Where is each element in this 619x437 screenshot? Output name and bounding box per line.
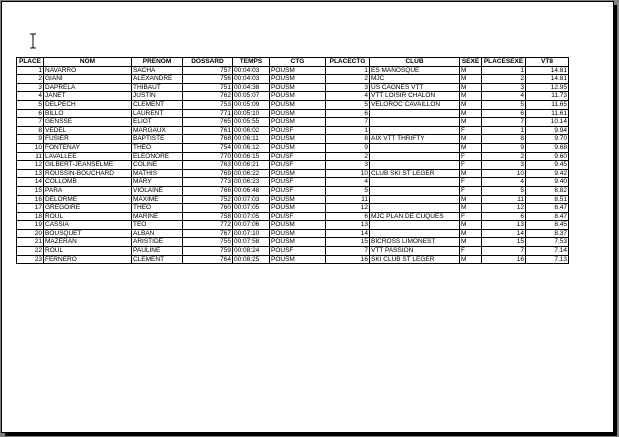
cell-club: [370, 126, 460, 135]
table-row: [17, 126, 569, 135]
cell-nom: DAPRELA: [44, 83, 132, 92]
cell-placesexe: 1: [482, 126, 526, 135]
cell-placectg: 8: [326, 135, 370, 144]
cell-dossard: 756: [183, 75, 233, 84]
cell-nom: GILBERT-JEANSELME: [44, 161, 132, 170]
cell-placesexe: 4: [482, 178, 526, 187]
cell-prenom: ELIOT: [132, 118, 183, 127]
cell-sexe: M: [460, 66, 482, 75]
cell-sexe: M: [460, 109, 482, 118]
header-temps: TEMPS: [233, 58, 270, 67]
cell-club: VTT PASSION: [370, 247, 460, 256]
cell-placectg: 5: [326, 186, 370, 195]
cell-dossard: 769: [183, 169, 233, 178]
cell-prenom: MAXIME: [132, 195, 183, 204]
cell-prenom: ALEXANDRE: [132, 75, 183, 84]
cell-dossard: 766: [183, 186, 233, 195]
cell-club: VTT LOISIR CHALON: [370, 92, 460, 101]
cell-vt8: 9.42: [526, 169, 569, 178]
cell-vt8: 7.14: [526, 247, 569, 256]
cell-ctg: POUSM: [270, 204, 326, 213]
cell-club: CLUB SKI ST LEGER: [370, 169, 460, 178]
cell-club: [370, 229, 460, 238]
cell-ctg: POUSM: [270, 100, 326, 109]
cell-placesexe: 2: [482, 75, 526, 84]
cell-ctg: POUSM: [270, 66, 326, 75]
cell-placectg: 1: [326, 66, 370, 75]
table-row: [17, 247, 569, 256]
cell-nom: FERNERO: [44, 255, 132, 264]
cell-ctg: POUSF: [270, 152, 326, 161]
cell-nom: JANET: [44, 92, 132, 101]
cell-dossard: 758: [183, 212, 233, 221]
cell-sexe: M: [460, 118, 482, 127]
cell-nom: ROUL: [44, 212, 132, 221]
cell-placesexe: 7: [482, 118, 526, 127]
results-table: [16, 57, 569, 264]
cell-temps: 00:05:09: [233, 100, 270, 109]
cell-ctg: POUSM: [270, 255, 326, 264]
cell-temps: 00:05:10: [233, 109, 270, 118]
cell-club: [370, 204, 460, 213]
header-vt8: VT8: [526, 58, 569, 67]
cell-temps: 00:07:10: [233, 229, 270, 238]
cell-vt8: 9.68: [526, 143, 569, 152]
cell-sexe: F: [460, 212, 482, 221]
cell-placesexe: 6: [482, 109, 526, 118]
cell-vt8: 14.81: [526, 66, 569, 75]
cell-place: 11: [17, 152, 44, 161]
cell-placesexe: 4: [482, 92, 526, 101]
cell-prenom: ELEONORE: [132, 152, 183, 161]
header-prenom: PRENOM: [132, 58, 183, 67]
cell-sexe: F: [460, 178, 482, 187]
cell-place: 10: [17, 143, 44, 152]
cell-ctg: POUSM: [270, 109, 326, 118]
cell-place: 13: [17, 169, 44, 178]
cell-vt8: 8.45: [526, 221, 569, 230]
cell-placesexe: 1: [482, 66, 526, 75]
cell-placesexe: 13: [482, 221, 526, 230]
cell-temps: 00:06:02: [233, 126, 270, 135]
table-row: [17, 100, 569, 109]
cell-place: 17: [17, 204, 44, 213]
cell-nom: COLLOMB: [44, 178, 132, 187]
cell-ctg: POUSF: [270, 126, 326, 135]
cell-placesexe: 12: [482, 204, 526, 213]
cell-placectg: 5: [326, 100, 370, 109]
cell-placectg: 16: [326, 255, 370, 264]
cell-sexe: M: [460, 221, 482, 230]
cell-temps: 00:07:58: [233, 238, 270, 247]
cell-vt8: 9.40: [526, 178, 569, 187]
cell-prenom: BAPTISTE: [132, 135, 183, 144]
cell-nom: GIANI: [44, 75, 132, 84]
cell-vt8: 11.61: [526, 109, 569, 118]
cell-place: 4: [17, 92, 44, 101]
cell-placectg: 11: [326, 195, 370, 204]
cell-vt8: 8.82: [526, 186, 569, 195]
cell-placesexe: 15: [482, 238, 526, 247]
cell-placesexe: 3: [482, 83, 526, 92]
cell-placectg: 13: [326, 221, 370, 230]
cell-place: 14: [17, 178, 44, 187]
cell-place: 20: [17, 229, 44, 238]
cell-club: [370, 195, 460, 204]
cell-ctg: POUSF: [270, 247, 326, 256]
cell-place: 15: [17, 186, 44, 195]
cell-ctg: POUSM: [270, 92, 326, 101]
cell-ctg: POUSF: [270, 186, 326, 195]
table-row: [17, 221, 569, 230]
header-ctg: CTG: [270, 58, 326, 67]
cell-placesexe: 3: [482, 161, 526, 170]
table-header-row: [17, 58, 569, 67]
cell-temps: 00:06:22: [233, 169, 270, 178]
cell-placesexe: 8: [482, 135, 526, 144]
cell-club: [370, 221, 460, 230]
cell-sexe: M: [460, 135, 482, 144]
cell-sexe: F: [460, 161, 482, 170]
cell-placesexe: 10: [482, 169, 526, 178]
cell-dossard: 761: [183, 126, 233, 135]
cell-dossard: 768: [183, 135, 233, 144]
cell-prenom: THIBAUT: [132, 83, 183, 92]
cell-temps: 00:08:25: [233, 255, 270, 264]
cell-temps: 00:04:03: [233, 66, 270, 75]
cell-dossard: 770: [183, 152, 233, 161]
cell-place: 12: [17, 161, 44, 170]
cell-prenom: LAURENT: [132, 109, 183, 118]
table-row: [17, 238, 569, 247]
cell-ctg: POUSM: [270, 229, 326, 238]
cell-ctg: POUSM: [270, 195, 326, 204]
cell-temps: 00:06:15: [233, 152, 270, 161]
table-body: [17, 66, 569, 264]
cell-dossard: 754: [183, 143, 233, 152]
cell-placectg: 15: [326, 238, 370, 247]
cell-dossard: 759: [183, 247, 233, 256]
cell-temps: 00:05:55: [233, 118, 270, 127]
table-row: [17, 109, 569, 118]
cell-sexe: M: [460, 229, 482, 238]
cell-dossard: 773: [183, 178, 233, 187]
cell-sexe: M: [460, 83, 482, 92]
cell-club: [370, 186, 460, 195]
cell-placectg: 1: [326, 126, 370, 135]
header-sexe: SEXE: [460, 58, 482, 67]
cell-vt8: 14.81: [526, 75, 569, 84]
cell-placesexe: 5: [482, 186, 526, 195]
cell-ctg: POUSM: [270, 238, 326, 247]
cell-placectg: 12: [326, 204, 370, 213]
document-page: [1, 1, 614, 433]
cell-temps: 00:06:48: [233, 186, 270, 195]
cell-dossard: 765: [183, 118, 233, 127]
cell-nom: BOUSQUET: [44, 229, 132, 238]
cell-prenom: MARGAUX: [132, 126, 183, 135]
cell-sexe: M: [460, 75, 482, 84]
cell-temps: 00:06:21: [233, 161, 270, 170]
table-row: [17, 118, 569, 127]
header-dossard: DOSSARD: [183, 58, 233, 67]
cell-ctg: POUSM: [270, 118, 326, 127]
cell-sexe: M: [460, 169, 482, 178]
cell-club: AIX VTT THRIFTY: [370, 135, 460, 144]
cell-placectg: 3: [326, 83, 370, 92]
cell-place: 1: [17, 66, 44, 75]
cell-placectg: 6: [326, 212, 370, 221]
cell-placectg: 4: [326, 92, 370, 101]
cell-nom: FUSIER: [44, 135, 132, 144]
cell-sexe: M: [460, 195, 482, 204]
cell-placectg: 14: [326, 229, 370, 238]
header-place: PLACE: [17, 58, 44, 67]
header-nom: NOM: [44, 58, 132, 67]
cell-placesexe: 6: [482, 212, 526, 221]
cell-prenom: MARY: [132, 178, 183, 187]
cell-prenom: ALBAN: [132, 229, 183, 238]
cell-sexe: F: [460, 126, 482, 135]
cell-dossard: 763: [183, 161, 233, 170]
cell-place: 19: [17, 221, 44, 230]
cell-ctg: POUSF: [270, 178, 326, 187]
table-row: [17, 204, 569, 213]
table-row: [17, 152, 569, 161]
cell-vt8: 9.94: [526, 126, 569, 135]
cell-place: 18: [17, 212, 44, 221]
cell-placectg: 4: [326, 178, 370, 187]
cell-placesexe: 2: [482, 152, 526, 161]
cell-temps: 00:08:24: [233, 247, 270, 256]
cell-temps: 00:07:05: [233, 212, 270, 221]
cell-temps: 00:04:03: [233, 75, 270, 84]
cell-vt8: 8.47: [526, 204, 569, 213]
cell-dossard: 760: [183, 204, 233, 213]
table-row: [17, 75, 569, 84]
cell-vt8: 9.60: [526, 152, 569, 161]
cell-dossard: 771: [183, 109, 233, 118]
cell-dossard: 757: [183, 66, 233, 75]
cell-vt8: 10.14: [526, 118, 569, 127]
cell-prenom: JUSTIN: [132, 92, 183, 101]
cell-vt8: 9.45: [526, 161, 569, 170]
cell-ctg: POUSM: [270, 83, 326, 92]
header-club: CLUB: [370, 58, 460, 67]
cell-club: VELOROC CAVAILLON: [370, 100, 460, 109]
cell-prenom: COLINE: [132, 161, 183, 170]
cell-sexe: F: [460, 186, 482, 195]
table-row: [17, 161, 569, 170]
cell-place: 5: [17, 100, 44, 109]
cell-nom: CASSIA: [44, 221, 132, 230]
cell-temps: 00:06:11: [233, 135, 270, 144]
cell-ctg: POUSF: [270, 212, 326, 221]
cell-vt8: 8.51: [526, 195, 569, 204]
text-cursor-icon: [29, 33, 37, 49]
cell-prenom: TEO: [132, 221, 183, 230]
cell-nom: PARA: [44, 186, 132, 195]
table-row: [17, 212, 569, 221]
cell-prenom: THEO: [132, 204, 183, 213]
cell-temps: 00:06:23: [233, 178, 270, 187]
cell-place: 9: [17, 135, 44, 144]
cell-prenom: THEO: [132, 143, 183, 152]
cell-prenom: MARINE: [132, 212, 183, 221]
cell-temps: 00:05:07: [233, 92, 270, 101]
cell-placectg: 3: [326, 161, 370, 170]
cell-sexe: M: [460, 204, 482, 213]
cell-nom: GENSSE: [44, 118, 132, 127]
cell-place: 3: [17, 83, 44, 92]
cell-placesexe: 5: [482, 100, 526, 109]
header-placectg: PLACECTG: [326, 58, 370, 67]
cell-dossard: 753: [183, 100, 233, 109]
cell-temps: 00:06:12: [233, 143, 270, 152]
table-row: [17, 229, 569, 238]
cell-dossard: 755: [183, 238, 233, 247]
cell-sexe: M: [460, 255, 482, 264]
cell-vt8: 11.65: [526, 100, 569, 109]
cell-nom: ROUL: [44, 247, 132, 256]
cell-nom: GREGOIRE: [44, 204, 132, 213]
cell-nom: LAVALLEE: [44, 152, 132, 161]
cell-vt8: 8.47: [526, 212, 569, 221]
cell-placesexe: 11: [482, 195, 526, 204]
cell-dossard: 772: [183, 221, 233, 230]
cell-sexe: M: [460, 143, 482, 152]
cell-temps: 00:07:03: [233, 195, 270, 204]
cell-club: [370, 143, 460, 152]
cell-club: [370, 118, 460, 127]
cell-club: [370, 152, 460, 161]
cell-placectg: 2: [326, 75, 370, 84]
table-row: [17, 255, 569, 264]
cell-dossard: 764: [183, 255, 233, 264]
page-shadow-right: [613, 5, 617, 434]
cell-place: 2: [17, 75, 44, 84]
cell-club: SKI CLUB ST LEGER: [370, 255, 460, 264]
cell-ctg: POUSM: [270, 143, 326, 152]
cell-sexe: F: [460, 247, 482, 256]
cell-placesexe: 9: [482, 143, 526, 152]
cell-ctg: POUSF: [270, 161, 326, 170]
cell-club: MJC: [370, 75, 460, 84]
cell-club: MJC PLAN DE CUQUES: [370, 212, 460, 221]
cell-placectg: 7: [326, 118, 370, 127]
cell-nom: BILLO: [44, 109, 132, 118]
cell-prenom: SACHA: [132, 66, 183, 75]
table-row: [17, 178, 569, 187]
cell-placectg: 6: [326, 109, 370, 118]
table-row: [17, 135, 569, 144]
cell-temps: 00:07:05: [233, 204, 270, 213]
cell-nom: ROUSSIN-BOUCHARD: [44, 169, 132, 178]
cell-nom: DELPECH: [44, 100, 132, 109]
cell-placectg: 10: [326, 169, 370, 178]
cell-place: 8: [17, 126, 44, 135]
cell-vt8: 9.70: [526, 135, 569, 144]
table-row: [17, 83, 569, 92]
table-row: [17, 66, 569, 75]
cell-prenom: MATHIS: [132, 169, 183, 178]
cell-place: 23: [17, 255, 44, 264]
cell-placectg: 2: [326, 152, 370, 161]
cell-dossard: 752: [183, 195, 233, 204]
cell-nom: VEDEL: [44, 126, 132, 135]
cell-sexe: M: [460, 92, 482, 101]
cell-club: [370, 161, 460, 170]
cell-prenom: CLEMENT: [132, 255, 183, 264]
table-row: [17, 186, 569, 195]
cell-placectg: 7: [326, 247, 370, 256]
cell-club: US CAGNES VTT: [370, 83, 460, 92]
cell-club: [370, 178, 460, 187]
table-row: [17, 143, 569, 152]
cell-placesexe: 16: [482, 255, 526, 264]
cell-dossard: 751: [183, 83, 233, 92]
cell-vt8: 11.73: [526, 92, 569, 101]
cell-sexe: M: [460, 238, 482, 247]
table-row: [17, 169, 569, 178]
cell-prenom: VIOLAINE: [132, 186, 183, 195]
cell-sexe: M: [460, 100, 482, 109]
page-shadow-bottom: [5, 432, 617, 436]
cell-place: 21: [17, 238, 44, 247]
cell-temps: 00:07:06: [233, 221, 270, 230]
cell-placesexe: 7: [482, 247, 526, 256]
cell-vt8: 8.37: [526, 229, 569, 238]
cell-dossard: 767: [183, 229, 233, 238]
cell-prenom: ARISTIDE: [132, 238, 183, 247]
cell-nom: NAVARRO: [44, 66, 132, 75]
cell-placesexe: 14: [482, 229, 526, 238]
cell-nom: FONTENAY: [44, 143, 132, 152]
cell-ctg: POUSM: [270, 135, 326, 144]
cell-place: 7: [17, 118, 44, 127]
cell-vt8: 12.95: [526, 83, 569, 92]
cell-vt8: 7.13: [526, 255, 569, 264]
table-row: [17, 92, 569, 101]
cell-sexe: F: [460, 152, 482, 161]
cell-placectg: 9: [326, 143, 370, 152]
cell-club: [370, 109, 460, 118]
cell-ctg: POUSM: [270, 221, 326, 230]
cell-club: BICROSS LIMONEST: [370, 238, 460, 247]
cell-club: ES MANOSQUE: [370, 66, 460, 75]
cell-dossard: 762: [183, 92, 233, 101]
table-row: [17, 195, 569, 204]
cell-prenom: CLEMENT: [132, 100, 183, 109]
cell-temps: 00:04:38: [233, 83, 270, 92]
cell-prenom: PAULINE: [132, 247, 183, 256]
header-placesexe: PLACESEXE: [482, 58, 526, 67]
cell-place: 6: [17, 109, 44, 118]
cell-place: 16: [17, 195, 44, 204]
cell-ctg: POUSM: [270, 75, 326, 84]
cell-nom: DELORME: [44, 195, 132, 204]
cell-place: 22: [17, 247, 44, 256]
cell-nom: MAZERAN: [44, 238, 132, 247]
cell-vt8: 7.53: [526, 238, 569, 247]
cell-ctg: POUSM: [270, 169, 326, 178]
